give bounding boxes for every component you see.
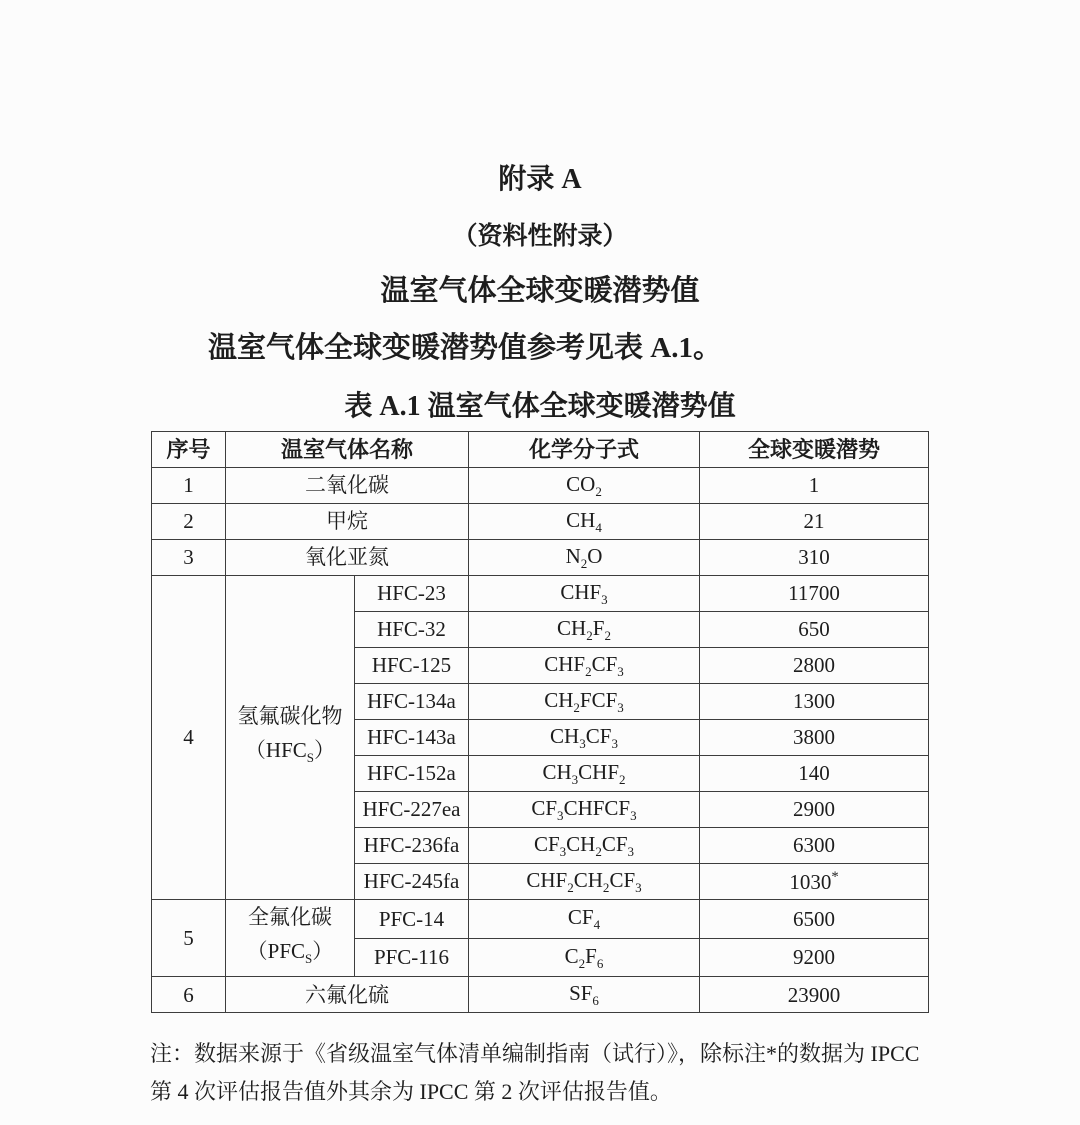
chemical-formula: $CF_3CHFCF_3$ <box>469 792 700 828</box>
table-note <box>150 1035 930 1111</box>
gas-subname: HFC-23 <box>354 576 468 612</box>
gas-subname: HFC-125 <box>354 648 468 684</box>
gwp-value: 9200 <box>700 938 929 977</box>
gas-group-abbr: $(HFC_S)$ <box>244 738 336 766</box>
header-gas-name: 温室气体名称 <box>225 432 468 468</box>
chemical-formula: $CH_3CF_3$ <box>469 720 700 756</box>
row-seq: 1 <box>151 468 225 504</box>
header-gwp: 全球变暖潜势 <box>700 432 929 468</box>
table-header-row <box>151 432 928 468</box>
chemical-formula: $N_2O$ <box>469 540 700 576</box>
gas-subname: HFC-236fa <box>354 828 468 864</box>
gas-group-name <box>225 900 354 977</box>
gwp-value: 650 <box>700 612 929 648</box>
gwp-value: 2800 <box>700 648 929 684</box>
chemical-formula: $SF_6$ <box>469 977 700 1013</box>
chemical-formula: $CHF_2CF_3$ <box>469 648 700 684</box>
appendix-heading: 附录 A <box>498 164 582 195</box>
gas-subname: PFC-116 <box>354 938 468 977</box>
chemical-formula: $C_2F_6$ <box>469 938 700 977</box>
gas-name: 六氟化硫 <box>225 977 468 1013</box>
gas-name: 甲烷 <box>225 504 468 540</box>
header-formula: 化学分子式 <box>469 432 700 468</box>
appendix-page <box>150 0 930 1111</box>
gas-subname: HFC-143a <box>354 720 468 756</box>
chemical-formula: $CH_3CHF_2$ <box>469 756 700 792</box>
chemical-formula: $CH_2FCF_3$ <box>469 684 700 720</box>
table-row <box>151 540 928 576</box>
chemical-formula: $CH_2F_2$ <box>469 612 700 648</box>
appendix-title: 温室气体全球变暖潜势值 <box>380 275 700 307</box>
table-row <box>151 468 928 504</box>
gwp-value: 23900 <box>700 977 929 1013</box>
gwp-value: 6300 <box>700 828 929 864</box>
row-seq: 2 <box>151 504 225 540</box>
gas-subname: HFC-134a <box>354 684 468 720</box>
table-caption: 表 A.1 温室气体全球变暖潜势值 <box>344 391 736 422</box>
gwp-value: 2900 <box>700 792 929 828</box>
gas-subname: HFC-152a <box>354 756 468 792</box>
chemical-formula: $CHF_3$ <box>469 576 700 612</box>
gas-subname: HFC-32 <box>354 612 468 648</box>
gas-group-name <box>225 576 354 900</box>
chemical-formula: $CHF_2CH_2CF_3$ <box>469 864 700 900</box>
chemical-formula: $CH_4$ <box>469 504 700 540</box>
gas-group-name-line1: 氢氟碳化物 <box>237 704 343 729</box>
chemical-formula: $CF_3CH_2CF_3$ <box>469 828 700 864</box>
gwp-value: 1 <box>700 468 929 504</box>
gas-subname: HFC-245fa <box>354 864 468 900</box>
appendix-type-heading: （资料性附录） <box>452 223 628 250</box>
gas-subname: PFC-14 <box>354 900 468 939</box>
gas-subname: HFC-227ea <box>354 792 468 828</box>
gwp-value: 140 <box>700 756 929 792</box>
gas-name: 二氧化碳 <box>225 468 468 504</box>
table-row <box>151 576 928 612</box>
gas-name: 氧化亚氮 <box>225 540 468 576</box>
table-note-line2: 第 4 次评估报告值外其余为 IPCC 第 2 次评估报告值。 <box>150 1079 672 1105</box>
table-row <box>151 900 928 939</box>
gwp-value: 1030* <box>700 864 929 900</box>
gas-group-abbr: $(PFC_S)$ <box>246 939 334 967</box>
header-seq: 序号 <box>151 432 225 468</box>
gwp-table <box>151 431 929 1013</box>
chemical-formula: $CO_2$ <box>469 468 700 504</box>
gwp-value: 3800 <box>700 720 929 756</box>
row-seq: 6 <box>151 977 225 1013</box>
gwp-value: 1300 <box>700 684 929 720</box>
table-row <box>151 504 928 540</box>
table-row <box>151 977 928 1013</box>
chemical-formula: $CF_4$ <box>469 900 700 939</box>
gwp-value: 11700 <box>700 576 929 612</box>
gwp-value: 6500 <box>700 900 929 939</box>
row-seq: 3 <box>151 540 225 576</box>
gas-group-name-line1: 全氟化碳 <box>247 905 332 929</box>
intro-paragraph: 温室气体全球变暖潜势值参考见表 A.1。 <box>208 332 722 364</box>
gwp-value: 310 <box>700 540 929 576</box>
gwp-value: 21 <box>700 504 929 540</box>
row-seq: 4 <box>151 576 225 900</box>
row-seq: 5 <box>151 900 225 977</box>
table-note-line1: 注：数据来源于《省级温室气体清单编制指南（试行）》，除标注*的数据为 IPCC <box>150 1041 920 1067</box>
